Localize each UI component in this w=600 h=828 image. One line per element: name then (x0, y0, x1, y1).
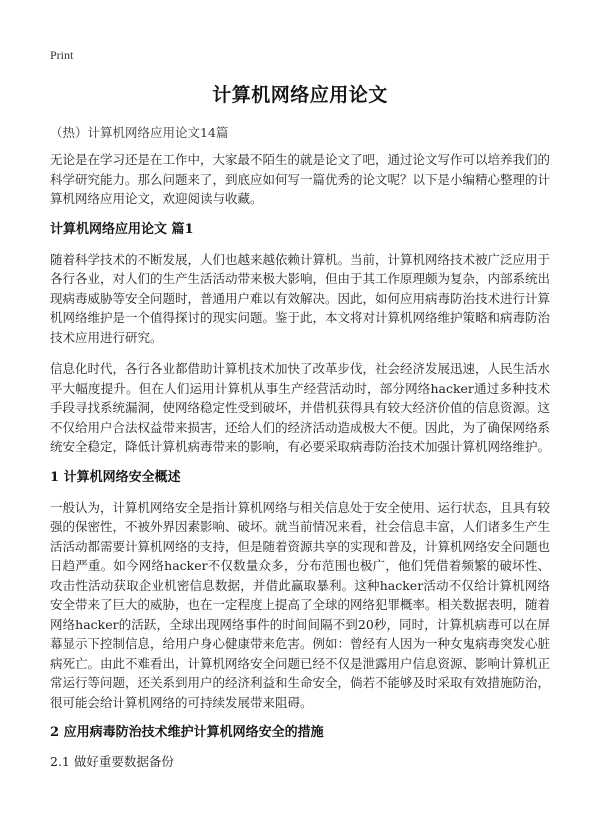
subsection-heading-backup: 2.1 做好重要数据备份 (50, 754, 174, 769)
article-subtitle: （热）计算机网络应用论文14篇 (50, 125, 229, 140)
paragraph-3: 一般认为，计算机网络安全是指计算机网络与相关信息处于安全使用、运行状态，且具有较强的保密性，不被外界因素影响、破坏。就当前情况来看，社会信息丰富，人们诸多生产生活活动都需要计算机网络的支持，但是随着资源共享的实现和普及，计算机网络安全问题也日趋严重。如今网络hacker不仅数量众多，分布范围也极广，他们凭借着频繁的破坏性、攻击性活动获取企业机密信息数据，并借此赢取暴利。这种hacker活动不仅给计算机网络安全带来了巨大的威胁，也在一定程度上提高了全球的网络犯罪概率。相关数据表明，随着网络hacker的活跃，全球出现网络事件的时间间隔不到20秒，同时，计算机病毒可以在屏幕显示下控制信息，给用户身心健康带来危害。例如：曾经有人因为一种女鬼病毒突发心脏病死亡。由此不难看出，计算机网络安全问题已经不仅是泄露用户信息资源、影响计算机正常运行等问题，还关系到用户的经济利益和生命安全，倘若不能够及时采取有效措施防治，很可能会给计算机网络的可持续发展带来阻碍。 (50, 499, 551, 710)
page-title: 计算机网络应用论文 (212, 84, 388, 106)
article-body (50, 124, 550, 771)
section-heading-security-overview: 1 计算机网络安全概述 (50, 469, 181, 485)
section-heading-measures: 2 应用病毒防治技术维护计算机网络安全的措施 (50, 725, 324, 740)
intro-paragraph: 无论是在学习还是在工作中，大家最不陌生的就是论文了吧，通过论文写作可以培养我们的科学研究能力。那么问题来了，到底应如何写一篇优秀的论文呢？以下是小编精心整理的计算机网络应用论文，欢迎阅读与收藏。 (50, 152, 551, 206)
section-heading-article-1: 计算机网络应用论文 篇1 (50, 221, 194, 237)
print-link[interactable]: Print (50, 48, 74, 62)
paragraph-2: 信息化时代，各行各业都借助计算机技术加快了改革步伐，社会经济发展迅速，人民生活水平大幅度提升。但在人们运用计算机从事生产经营活动时，部分网络hacker通过多种技术手段寻找系统漏洞，使网络稳定性受到破坏，并借机获得具有较大经济价值的信息资源。这不仅给用户合法权益带来损害，还给人们的经济活动造成极大不便。因此，为了确保网络系统安全稳定，降低计算机病毒带来的影响，有必要采取病毒防治技术加强计算机网络维护。 (50, 361, 551, 454)
paragraph-1: 随着科学技术的不断发展，人们也越来越依赖计算机。当前，计算机网络技术被广泛应用于各行各业，对人们的生产生活活动带来极大影响，但由于其工作原理颇为复杂，内部系统出现病毒威胁等安全问题时，普通用户难以有效解决。因此，如何应用病毒防治技术进行计算机网络维护是一个值得探讨的现实问题。鉴于此，本文将对计算机网络维护策略和病毒防治技术应用进行研究。 (50, 251, 551, 345)
